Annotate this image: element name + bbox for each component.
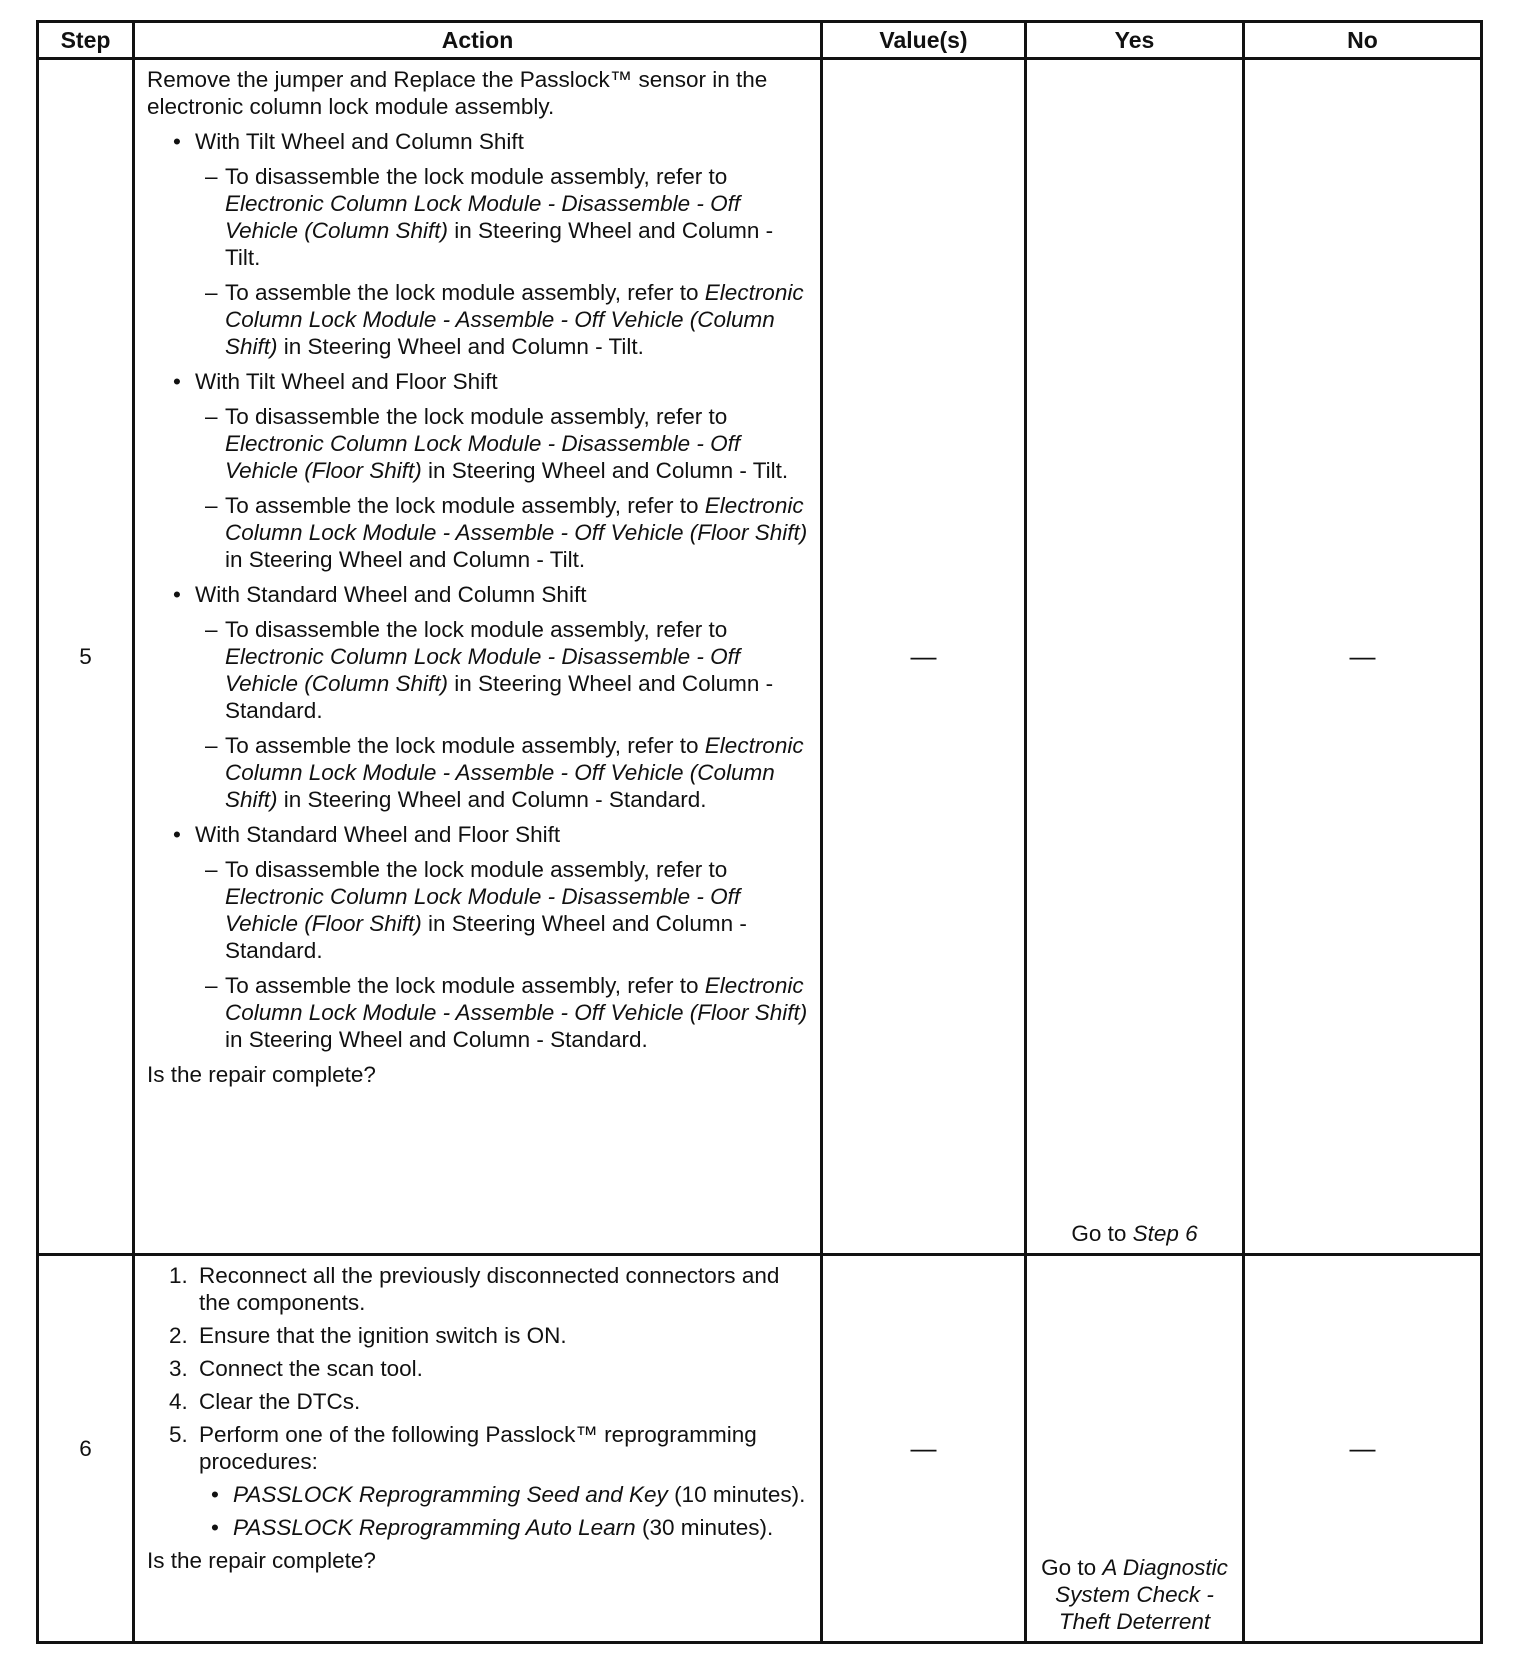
item-prefix: To disassemble the lock module assembly, refer to — [225, 164, 728, 189]
bullet-icon: • — [173, 822, 181, 847]
item-prefix: To disassemble the lock module assembly, refer to — [225, 857, 728, 882]
dash-icon: – — [205, 280, 218, 305]
step5-groups — [147, 128, 812, 1053]
list-item — [147, 1421, 812, 1541]
step-index: 5. — [169, 1422, 188, 1447]
header-yes: Yes — [1026, 22, 1244, 59]
reference-link: Electronic Column Lock Module - Assemble - Off Vehicle (Floor Shift) — [225, 973, 808, 1025]
sublist — [195, 616, 812, 813]
group-label: With Standard Wheel and Column Shift — [195, 582, 587, 607]
list-item — [147, 1322, 812, 1349]
item-prefix: To disassemble the lock module assembly, refer to — [225, 404, 728, 429]
yes-prefix: Go to — [1071, 1221, 1133, 1246]
reference-link: Electronic Column Lock Module - Assemble - Off Vehicle (Floor Shift) — [225, 493, 808, 545]
step-number: 6 — [38, 1255, 134, 1643]
dash-icon: – — [205, 617, 218, 642]
bullet-icon: • — [173, 129, 181, 154]
list-item — [199, 1514, 812, 1541]
dash-icon: – — [205, 404, 218, 429]
list-item — [195, 492, 812, 573]
item-prefix: To assemble the lock module assembly, refer to — [225, 493, 705, 518]
list-item — [199, 1481, 812, 1508]
step6-question: Is the repair complete? — [147, 1548, 376, 1573]
bullet-icon: • — [173, 369, 181, 394]
bullet-icon: • — [211, 1482, 219, 1507]
item-suffix: in Steering Wheel and Column - Standard. — [225, 671, 774, 723]
no-cell: — — [1244, 59, 1482, 1255]
bullet-icon: • — [211, 1515, 219, 1540]
diagnostic-procedure-table — [36, 20, 1483, 1644]
sublist — [195, 403, 812, 573]
item-suffix: in Steering Wheel and Column - Tilt. — [225, 547, 586, 572]
bullet-icon: • — [173, 582, 181, 607]
step-index: 4. — [169, 1389, 188, 1414]
step-number: 5 — [38, 59, 134, 1255]
step-text: Clear the DTCs. — [199, 1389, 361, 1414]
item-suffix: in Steering Wheel and Column - Standard. — [225, 1027, 648, 1052]
duration-note: (10 minutes). — [667, 1482, 806, 1507]
step6-steps — [147, 1262, 812, 1541]
reference-link: PASSLOCK Reprogramming Seed and Key — [233, 1482, 668, 1507]
list-item — [147, 1388, 812, 1415]
item-prefix: To assemble the lock module assembly, refer to — [225, 973, 705, 998]
list-item — [147, 368, 812, 573]
list-item — [195, 163, 812, 271]
list-item — [195, 972, 812, 1053]
sublist — [195, 856, 812, 1053]
step-text: Connect the scan tool. — [199, 1356, 423, 1381]
header-step: Step — [38, 22, 134, 59]
group-label: With Standard Wheel and Floor Shift — [195, 822, 561, 847]
reference-link: Electronic Column Lock Module - Assemble - Off Vehicle (Column Shift) — [225, 280, 804, 359]
action-cell-step-5 — [134, 59, 822, 1255]
no-cell: — — [1244, 1255, 1482, 1643]
list-item — [195, 732, 812, 813]
dash-icon: – — [205, 733, 218, 758]
table-row-step-5 — [38, 59, 1482, 1255]
list-item — [147, 1355, 812, 1382]
item-prefix: To assemble the lock module assembly, refer to — [225, 733, 705, 758]
reference-link: PASSLOCK Reprogramming Auto Learn — [233, 1515, 636, 1540]
list-item — [147, 128, 812, 360]
header-action: Action — [134, 22, 822, 59]
action-cell-step-6 — [134, 1255, 822, 1643]
reprogramming-options — [199, 1481, 812, 1541]
dash-icon: – — [205, 857, 218, 882]
step5-intro: Remove the jumper and Replace the Passlock™ sensor in the electronic column lock module assembly. — [147, 67, 768, 119]
duration-note: (30 minutes). — [635, 1515, 774, 1540]
header-values: Value(s) — [822, 22, 1026, 59]
item-prefix: To assemble the lock module assembly, refer to — [225, 280, 705, 305]
value-cell: — — [822, 1255, 1026, 1643]
list-item — [147, 821, 812, 1053]
yes-reference-link: A Diagnostic System Check - Theft Deterrent — [1055, 1555, 1228, 1634]
list-item — [195, 856, 812, 964]
list-item — [195, 403, 812, 484]
dash-icon: – — [205, 164, 218, 189]
value-cell: — — [822, 59, 1026, 1255]
group-label: With Tilt Wheel and Floor Shift — [195, 369, 498, 394]
yes-cell — [1026, 59, 1244, 1255]
dash-icon: – — [205, 493, 218, 518]
dash-icon: – — [205, 973, 218, 998]
yes-prefix: Go to — [1041, 1555, 1103, 1580]
step-index: 1. — [169, 1263, 188, 1288]
reference-link: Electronic Column Lock Module - Assemble - Off Vehicle (Column Shift) — [225, 733, 804, 812]
step-index: 3. — [169, 1356, 188, 1381]
header-no: No — [1244, 22, 1482, 59]
list-item — [147, 1262, 812, 1316]
step-text: Perform one of the following Passlock™ reprogramming procedures: — [199, 1422, 757, 1474]
item-suffix: in Steering Wheel and Column - Tilt. — [225, 218, 774, 270]
yes-reference-link: Step 6 — [1132, 1221, 1198, 1246]
item-suffix: in Steering Wheel and Column - Standard. — [225, 911, 747, 963]
item-suffix: in Steering Wheel and Column - Tilt. — [277, 334, 644, 359]
step-text: Reconnect all the previously disconnected connectors and the components. — [199, 1263, 780, 1315]
table-row-step-6 — [38, 1255, 1482, 1643]
item-suffix: in Steering Wheel and Column - Standard. — [277, 787, 707, 812]
reference-link: Electronic Column Lock Module - Disassemble - Off Vehicle (Floor Shift) — [225, 431, 741, 483]
yes-cell — [1026, 1255, 1244, 1643]
list-item — [195, 279, 812, 360]
step5-question: Is the repair complete? — [147, 1062, 376, 1087]
step-text: Ensure that the ignition switch is ON. — [199, 1323, 567, 1348]
list-item — [147, 581, 812, 813]
group-label: With Tilt Wheel and Column Shift — [195, 129, 524, 154]
list-item — [195, 616, 812, 724]
reference-link: Electronic Column Lock Module - Disassemble - Off Vehicle (Floor Shift) — [225, 884, 741, 936]
reference-link: Electronic Column Lock Module - Disassemble - Off Vehicle (Column Shift) — [225, 644, 741, 696]
reference-link: Electronic Column Lock Module - Disassemble - Off Vehicle (Column Shift) — [225, 191, 741, 243]
item-prefix: To disassemble the lock module assembly, refer to — [225, 617, 728, 642]
header-row — [38, 22, 1482, 59]
item-suffix: in Steering Wheel and Column - Tilt. — [421, 458, 789, 483]
sublist — [195, 163, 812, 360]
step-index: 2. — [169, 1323, 188, 1348]
